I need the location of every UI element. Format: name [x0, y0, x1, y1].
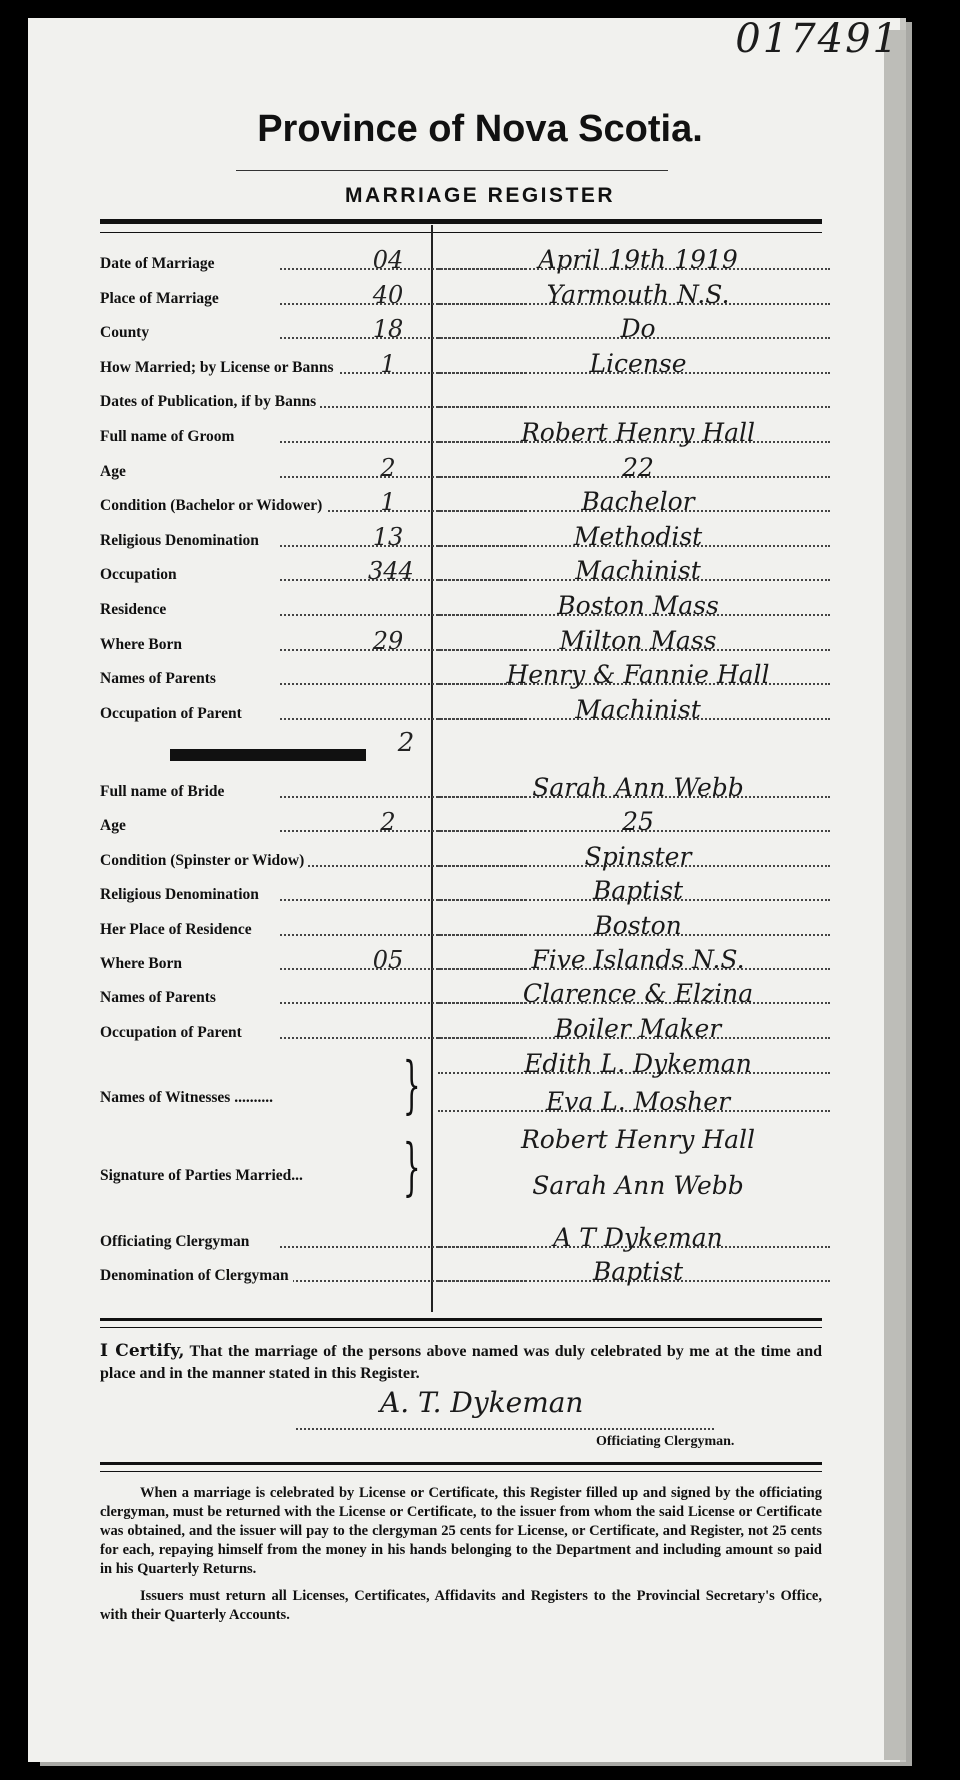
- groom-field-value: Machinist: [575, 556, 701, 586]
- certification-text: [100, 1340, 822, 1385]
- bride-field-value: Clarence & Elzina: [522, 979, 754, 1009]
- certify-word: I Certify,: [100, 1341, 185, 1361]
- groom-field-row: [100, 386, 830, 414]
- notice-paragraph-1: When a marriage is celebrated by License or Certificate, this Register filled up and signed by the officiating clergyman, must be returned with the License or Certificate, to the issuer from whom the said License or Certificate was obtained, and the issuer will pay to the clergyman 25 cents for License, or Certificate, and Register, not 25 cents for each, repaying himself from the money in his hands belonging to the Department and including amount so paid in his Quarterly Returns.: [100, 1485, 822, 1577]
- groom-field-code: 13: [372, 522, 404, 551]
- serial-number: 017491: [735, 16, 900, 62]
- witness-2-row: [100, 1087, 830, 1118]
- groom-field-value: Boston Mass: [557, 591, 719, 620]
- title-rule: [236, 170, 668, 171]
- bride-field-value: Baptist: [592, 876, 684, 906]
- bride-field-label: Her Place of Residence: [100, 921, 256, 939]
- groom-field-label: Religious Denomination: [100, 532, 263, 550]
- groom-field-code: 04: [372, 246, 404, 274]
- witnesses-label: Names of Witnesses ..........: [100, 1089, 273, 1106]
- bride-field-label: Condition (Spinster or Widow): [100, 852, 308, 870]
- bride-field-row: [100, 979, 830, 1010]
- bride-field-value: Boston: [594, 910, 682, 940]
- groom-field-code: 2: [380, 453, 396, 482]
- bride-field-value: Sarah Ann Webb: [532, 773, 744, 802]
- signatures-brace: }: [402, 1130, 421, 1203]
- groom-field-value: 22: [622, 452, 654, 482]
- section-code: 2: [397, 728, 415, 758]
- bride-field-value: Five Islands N.S.: [531, 945, 745, 974]
- groom-field-row: [100, 625, 830, 657]
- groom-field-row: [100, 591, 830, 622]
- groom-field-label: Occupation of Parent: [100, 705, 246, 723]
- groom-field-label: Date of Marriage: [100, 255, 218, 273]
- groom-field-row: [100, 279, 830, 311]
- groom-field-value: License: [589, 348, 687, 378]
- clergy-field-value: A T Dykeman: [553, 1223, 723, 1252]
- paper-edge: [884, 30, 906, 1760]
- clergy-field-label: Officiating Clergyman: [100, 1233, 253, 1251]
- groom-field-row: [100, 556, 830, 587]
- groom-field-row: [100, 694, 830, 726]
- groom-field-code: 1: [380, 349, 396, 378]
- bride-field-row: [100, 807, 830, 838]
- form-subtitle: MARRIAGE REGISTER: [344, 184, 615, 207]
- certify-statement: That the marriage of the persons above named was duly celebrated by me at the time and place and in the manner stated in this Register.: [100, 1343, 822, 1382]
- signature-caption: Officiating Clergyman.: [596, 1434, 735, 1449]
- form-title: Province of Nova Scotia.: [257, 108, 703, 150]
- groom-field-code: 18: [372, 315, 404, 344]
- section-bar: [170, 749, 366, 761]
- groom-field-label: Names of Parents: [100, 670, 220, 688]
- instructions-notice: [100, 1484, 822, 1625]
- groom-field-row: [100, 245, 830, 276]
- groom-field-row: [100, 348, 830, 380]
- groom-field-value: Bachelor: [581, 487, 695, 517]
- groom-field-label: County: [100, 324, 153, 342]
- groom-field-value: Milton Mass: [559, 625, 717, 655]
- groom-field-row: [100, 521, 830, 553]
- groom-field-code: 1: [380, 488, 396, 517]
- groom-field-value: April 19th 1919: [538, 245, 738, 274]
- bride-field-label: Full name of Bride: [100, 783, 228, 801]
- bride-field-value: Boiler Maker: [554, 1013, 722, 1043]
- clergy-field-row: [100, 1223, 830, 1254]
- clergy-signature: A. T. Dykeman: [380, 1386, 584, 1419]
- signature-bride: Sarah Ann Webb: [532, 1171, 744, 1200]
- groom-field-label: Where Born: [100, 636, 186, 654]
- bride-field-row: [100, 945, 830, 976]
- groom-field-label: Dates of Publication, if by Banns: [100, 393, 320, 411]
- signature-groom: Robert Henry Hall: [520, 1125, 756, 1154]
- notice-paragraph-2: Issuers must return all Licenses, Certificates, Affidavits and Registers to the Provincial Secretary's Office, with their Quarterly Accounts.: [100, 1588, 822, 1623]
- bride-field-row: [100, 910, 830, 942]
- groom-field-value: Yarmouth N.S.: [546, 279, 730, 309]
- groom-field-code: 29: [372, 626, 404, 655]
- bride-field-label: Names of Parents: [100, 989, 220, 1007]
- groom-field-label: Residence: [100, 601, 170, 619]
- bride-field-row: [100, 773, 830, 804]
- witness-1-name: Edith L. Dykeman: [524, 1049, 752, 1078]
- groom-field-code: 40: [372, 280, 404, 309]
- groom-field-code: 344: [368, 557, 414, 586]
- groom-field-value: Methodist: [573, 521, 703, 551]
- bride-field-label: Religious Denomination: [100, 886, 263, 904]
- certify-top-rule: [100, 1318, 822, 1328]
- witness-2-name: Eva L. Mosher: [545, 1087, 731, 1116]
- clergy-field-value: Baptist: [592, 1257, 684, 1286]
- bride-field-code: 2: [380, 808, 396, 837]
- signature-bride-row: [100, 1171, 830, 1202]
- groom-field-label: Age: [100, 463, 130, 481]
- groom-field-row: [100, 452, 830, 484]
- bride-field-row: [100, 1013, 830, 1045]
- clergy-field-row: [100, 1257, 830, 1288]
- groom-field-label: Full name of Groom: [100, 428, 238, 446]
- header-rule: [100, 219, 822, 233]
- bride-field-code: 05: [372, 946, 404, 974]
- groom-field-value: Robert Henry Hall: [520, 418, 756, 447]
- groom-field-label: Occupation: [100, 566, 181, 584]
- bride-field-value: Spinster: [584, 841, 692, 871]
- bride-field-label: Occupation of Parent: [100, 1024, 246, 1042]
- groom-field-row: [100, 487, 830, 518]
- groom-field-row: [100, 418, 830, 449]
- witness-1-row: [100, 1049, 830, 1080]
- groom-field-row: [100, 660, 830, 691]
- groom-field-label: Condition (Bachelor or Widower): [100, 497, 326, 515]
- bride-field-row: [100, 876, 830, 907]
- groom-field-value: Henry & Fannie Hall: [506, 660, 770, 690]
- groom-field-label: Place of Marriage: [100, 290, 223, 308]
- signature-groom-row: [100, 1125, 830, 1156]
- signature-line: [296, 1428, 714, 1430]
- signatures-label: Signature of Parties Married...: [100, 1167, 303, 1184]
- groom-field-value: Machinist: [575, 694, 701, 724]
- groom-field-row: [100, 314, 830, 345]
- witnesses-brace: }: [402, 1048, 421, 1121]
- bride-field-value: 25: [622, 807, 654, 837]
- bride-field-label: Age: [100, 817, 130, 835]
- clergy-field-label: Denomination of Clergyman: [100, 1267, 293, 1285]
- bride-field-label: Where Born: [100, 955, 186, 973]
- groom-field-label: How Married; by License or Banns: [100, 359, 338, 377]
- groom-field-value: Do: [620, 314, 656, 344]
- bride-field-row: [100, 841, 830, 873]
- notice-top-rule: [100, 1462, 822, 1472]
